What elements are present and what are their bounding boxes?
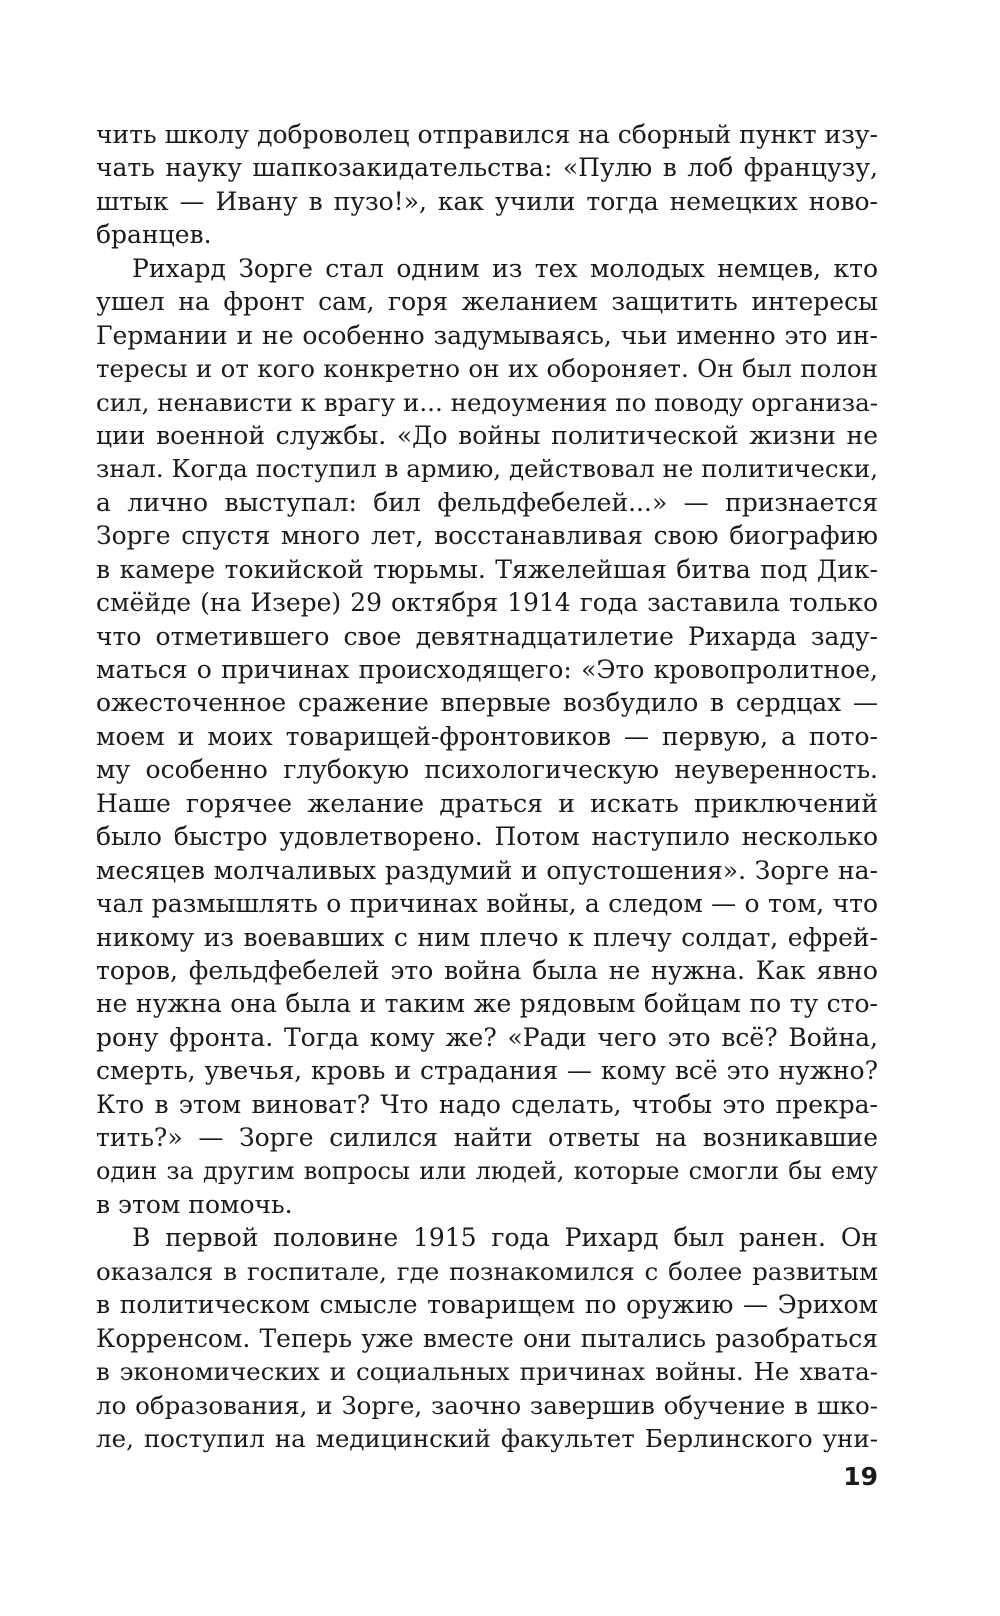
text-line: В первой половине 1915 года Рихард был ранен. Он xyxy=(132,1223,878,1253)
text-line: в экономических и социальных причинах войны. Не хвата- xyxy=(96,1357,878,1387)
text-line: бранцев. xyxy=(96,220,212,250)
text-line: ушел на фронт сам, горя желанием защитить интересы xyxy=(96,287,878,317)
text-line: что отметившего свое девятнадцатилетие Рихарда заду- xyxy=(96,621,878,651)
text-line: Корренсом. Теперь уже вместе они пытались разобраться xyxy=(96,1323,878,1353)
text-line: ожесточенное сражение впервые возбудило в сердцах — xyxy=(96,688,878,718)
page-number: 19 xyxy=(843,1462,878,1491)
text-line: тить?» — Зорге силился найти ответы на возникавшие xyxy=(96,1123,878,1153)
text-line: торов, фельдфебелей это война была не нужна. Как явно xyxy=(96,955,878,985)
text-line: чать науку шапкозакидательства: «Пулю в лоб французу, xyxy=(96,153,878,183)
text-line: сил, ненависти к врагу и... недоумения по поводу организа- xyxy=(96,387,878,417)
text-line: моем и моих товарищей-фронтовиков — первую, а пото- xyxy=(96,721,878,751)
text-line: Германии и не особенно задумываясь, чьи именно это ин- xyxy=(96,320,878,350)
text-line: никому из воевавших с ним плечо к плечу солдат, ефрей- xyxy=(96,922,878,952)
text-line: ло образования, и Зорге, заочно завершив обучение в шко- xyxy=(96,1390,878,1420)
body-text xyxy=(96,118,878,1456)
paragraph-3 xyxy=(96,1221,878,1455)
text-line: му особенно глубокую психологическую неуверенность. xyxy=(96,755,878,785)
text-line: было быстро удовлетворено. Потом наступило несколько xyxy=(96,822,878,852)
text-line: маться о причинах происходящего: «Это кровопролитное, xyxy=(96,655,878,684)
paragraph-1 xyxy=(96,118,878,252)
text-line: Рихард Зорге стал одним из тех молодых немцев, кто xyxy=(132,253,878,283)
paragraph-2 xyxy=(96,252,878,1222)
text-line: в политическом смысле товарищем по оружию — Эрихом xyxy=(96,1290,878,1320)
text-line: оказался в госпитале, где познакомился с более развитым xyxy=(96,1256,878,1286)
text-line: в камере токийской тюрьмы. Тяжелейшая битва под Дик- xyxy=(96,554,878,584)
text-line: смерть, увечья, кровь и страдания — кому всё это нужно? xyxy=(96,1056,878,1086)
text-line: Наше горячее желание драться и искать приключений xyxy=(96,788,878,818)
text-line: штык — Ивану в пузо!», как учили тогда немецких ново- xyxy=(96,186,878,216)
text-line: один за другим вопросы или людей, которые смогли бы ему xyxy=(96,1156,878,1185)
text-line: чал размышлять о причинах войны, а следом — о том, что xyxy=(96,889,878,919)
text-line: не нужна она была и таким же рядовым бойцам по ту сто- xyxy=(96,989,878,1019)
text-line: рону фронта. Тогда кому же? «Ради чего это всё? Война, xyxy=(96,1022,878,1052)
text-line: смёйде (на Изере) 29 октября 1914 года заставила только xyxy=(96,588,878,618)
text-line: Кто в этом виноват? Что надо сделать, чтобы это прекра- xyxy=(96,1089,878,1119)
text-line: а лично выступал: бил фельдфебелей...» — признается xyxy=(96,487,878,517)
text-line: месяцев молчаливых раздумий и опустошения». Зорге на- xyxy=(96,855,878,885)
text-line: тересы и от кого конкретно он их обороняет. Он был полон xyxy=(96,354,878,384)
text-line: чить школу доброволец отправился на сборный пункт изу- xyxy=(96,120,878,149)
text-line: ции военной службы. «До войны политической жизни не xyxy=(96,420,878,450)
text-line: ле, поступил на медицинский факультет Берлинского уни- xyxy=(96,1424,878,1454)
text-line: Зорге спустя много лет, восстанавливая свою биографию xyxy=(96,521,878,551)
text-line: в этом помочь. xyxy=(96,1190,293,1219)
text-line: знал. Когда поступил в армию, действовал не политически, xyxy=(96,454,878,484)
